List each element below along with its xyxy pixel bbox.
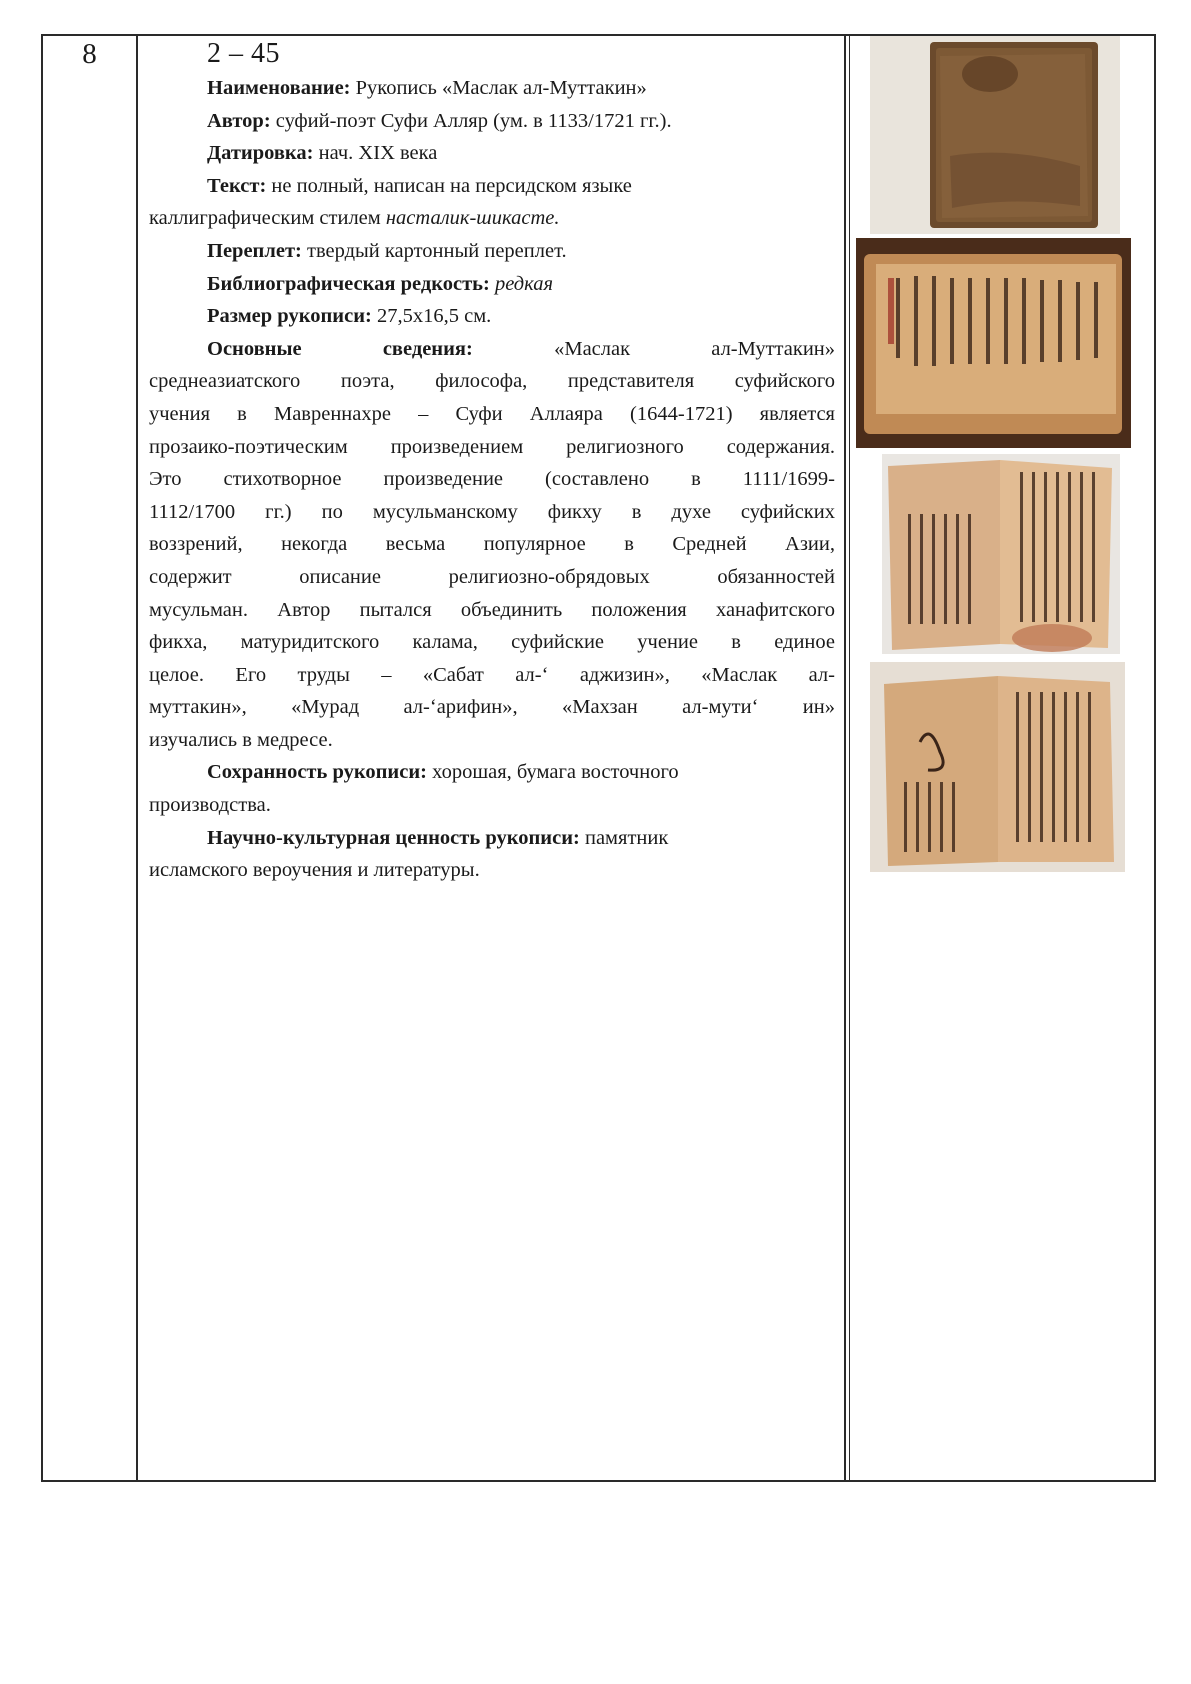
info-line <box>149 333 835 366</box>
rarity-value: редкая <box>494 272 554 295</box>
photo-manuscript-page <box>856 238 1131 448</box>
binding-field <box>149 235 835 268</box>
info-line: мусульман. Автор пытался объединить положения ханафитского <box>149 598 835 621</box>
info-line: воззрений, некогда весьма популярное в Средней Азии, <box>149 533 835 556</box>
dating-value: нач. XIX века <box>313 142 438 165</box>
info-line: изучались в медресе. <box>149 728 333 751</box>
text-field-cont <box>149 202 835 235</box>
size-field <box>149 300 835 333</box>
condition-label: Сохранность рукописи: <box>207 761 427 784</box>
info-line: целое. Его труды – «Сабат ал-‘ аджизин», «Маслак ал- <box>149 663 835 686</box>
condition-field-cont: производства. <box>149 794 271 817</box>
photo-manuscript-cover <box>870 36 1120 234</box>
value-field <box>149 822 835 855</box>
inventory-code: 2 – 45 <box>207 38 280 69</box>
value-field-cont: исламского вероучения и литературы. <box>149 859 480 882</box>
condition-value: хорошая, бумага восточного <box>427 761 679 784</box>
binding-label: Переплет: <box>207 239 302 262</box>
entry-description <box>149 36 835 887</box>
text-field <box>149 170 835 203</box>
name-field <box>149 72 835 105</box>
text-value: не полный, написан на персидском языке <box>266 174 632 197</box>
info-line: среднеазиатского поэта, философа, представителя суфийского <box>149 370 835 393</box>
info-line: 1112/1700 гг.) по мусульманскому фикху в духе суфийских <box>149 500 835 523</box>
info-text: «Маслак ал-Муттакин» <box>554 337 836 360</box>
text-value-cont: каллиграфическим стилем <box>149 207 386 230</box>
value-label: Научно-культурная ценность рукописи: <box>207 826 580 849</box>
rarity-field <box>149 268 835 301</box>
info-label: Основные сведения: <box>207 337 473 360</box>
photo-manuscript-spread <box>882 454 1120 654</box>
name-value: Рукопись «Маслак ал-Муттакин» <box>350 77 647 99</box>
info-field <box>149 333 835 757</box>
info-line: прозаико-поэтическим произведением религиозного содержания. <box>149 435 835 458</box>
rarity-label: Библиографическая редкость: <box>207 272 490 295</box>
info-line: муттакин», «Мурад ал-‘арифин», «Махзан ал-мути‘ ин» <box>149 696 835 719</box>
size-value: 27,5x16,5 см. <box>371 305 492 328</box>
name-label: Наименование: <box>207 77 351 99</box>
catalog-table <box>41 34 1156 1482</box>
condition-field <box>149 756 835 789</box>
photo-manuscript-spread-annotated <box>870 662 1125 872</box>
text-label: Текст: <box>207 174 267 197</box>
info-line: Это стихотворное произведение (составлено в 1111/1699- <box>149 468 835 491</box>
column-divider <box>136 36 138 1480</box>
text-style: насталик-шикасте. <box>385 207 560 230</box>
author-field <box>149 105 835 138</box>
info-line: фикха, матуридитского калама, суфийские учение в единое <box>149 631 835 654</box>
author-value: суфий-поэт Суфи Алляр (ум. в 1133/1721 гг.). <box>270 109 672 132</box>
author-label: Автор: <box>207 109 271 132</box>
info-line: содержит описание религиозно-обрядовых обязанностей <box>149 565 835 588</box>
column-divider <box>844 36 850 1480</box>
binding-value: твердый картонный переплет. <box>301 239 567 262</box>
dating-label: Датировка: <box>207 142 314 165</box>
dating-field <box>149 137 835 170</box>
entry-number: 8 <box>82 38 97 70</box>
info-line: учения в Мавреннахре – Суфи Аллаяра (1644-1721) является <box>149 402 835 425</box>
size-label: Размер рукописи: <box>207 305 372 328</box>
value-value: памятник <box>579 826 669 849</box>
